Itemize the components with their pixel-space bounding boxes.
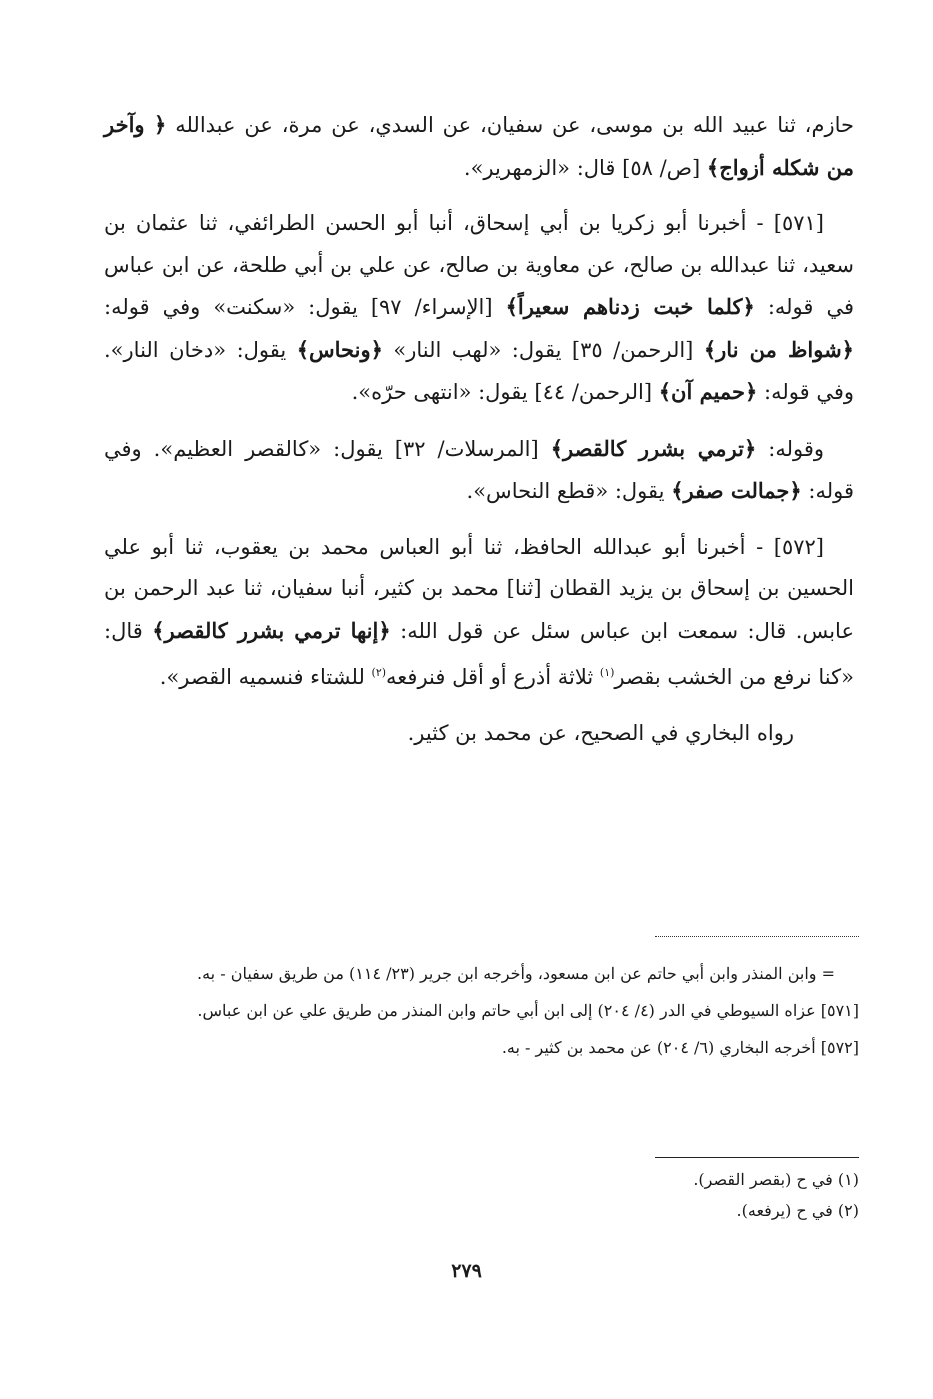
footnote-ref-2: (٢) xyxy=(371,666,387,679)
footnote-2: (٢) في ح (يرفعه). xyxy=(736,1201,859,1220)
bukhari-note: رواه البخاري في الصحيح، عن محمد بن كثير. xyxy=(407,720,794,745)
text-run: [٥٧٢] - أخبرنا أبو عبدالله الحافظ، ثنا أبو العباس محمد بن يعقوب، ثنا أبو علي الحسين بن إسحاق بن يزيد القطان [ثنا] محمد بن كثير، أنبا سفيان، ثنا عبد الرحمن بن عابس. قال: سمعت ابن عباس سئل عن قول الله: xyxy=(104,534,854,643)
text-run: [الإسراء/ ٩٧] يقول: «سكنت» وفي قوله: xyxy=(104,295,506,319)
page-number: ٢٧٩ xyxy=(451,1260,482,1282)
text-run: يقول: «قطع النحاس». xyxy=(466,479,672,503)
text-run: يقول: «دخان النار». وفي قوله: xyxy=(104,337,854,404)
hadith-571 xyxy=(104,203,854,414)
quran-verse: ﴿جمالت صفر﴾ xyxy=(671,478,802,503)
quran-verse: ﴿كلما خبت زدناهم سعيراً﴾ xyxy=(505,294,755,319)
text-run: [المرسلات/ ٣٢] يقول: «كالقصر العظيم». وفي قوله: xyxy=(104,436,854,503)
text-run: ثلاثة أذرع أو أقل فنرفعه xyxy=(386,665,600,689)
footnote-rule xyxy=(655,1157,859,1158)
text-run: قال: «كنا نرفع من الخشب بقصر xyxy=(104,618,854,689)
footnotes xyxy=(104,1164,859,1226)
quran-verse: ﴿ترمي بشرر كالقصر﴾ xyxy=(550,435,757,461)
text-run: [ص/ ٥٨] قال: «الزمهرير». xyxy=(463,155,707,180)
notes-separator xyxy=(655,936,859,937)
quran-verse: ﴿حميم آن﴾ xyxy=(658,379,758,404)
note-571: [٥٧١] عزاه السيوطي في الدر (٤/ ٢٠٤) إلى ابن أبي حاتم وابن المنذر من طريق علي عن ابن عباس. xyxy=(197,1001,859,1020)
footnote-ref-1: (١) xyxy=(599,666,615,679)
takhrij-notes xyxy=(104,958,859,1069)
paragraph-1 xyxy=(104,104,854,189)
quran-verse: ﴿ونحاس﴾ xyxy=(296,336,383,362)
text-run: [٥٧١] - أخبرنا أبو زكريا بن أبي إسحاق، أنبا أبو الحسن الطرائفي، ثنا عثمان بن سعيد، ثنا عبدالله بن صالح، عن معاوية بن صالح، عن علي بن أبي طلحة، عن ابن عباس في قوله: xyxy=(104,211,854,319)
hadith-572 xyxy=(104,527,854,699)
quran-verse: ﴿شواظ من نار﴾ xyxy=(703,336,854,362)
paragraph-3 xyxy=(104,428,854,513)
text-run: [الرحمن/ ٣٥] يقول: «لهب النار» xyxy=(382,337,704,362)
quran-verse: ﴿إنها ترمي بشرر كالقصر﴾ xyxy=(152,617,391,643)
main-text xyxy=(104,104,854,754)
text-run: [الرحمن/ ٤٤] يقول: «انتهى حرّه». xyxy=(351,380,659,404)
note-572: [٥٧٢] أخرجه البخاري (٦/ ٢٠٤) عن محمد بن كثير - به. xyxy=(501,1038,859,1057)
quran-verse: ﴿ وآخر من شكله أزواج﴾ xyxy=(104,112,854,180)
text-run: وقوله: xyxy=(756,436,825,461)
note-continued: = وابن المنذر وابن أبي حاتم عن ابن مسعود، وأخرجه ابن جرير (٢٣/ ١١٤) من طريق سفيان - به. xyxy=(197,964,835,983)
text-run: للشتاء فنسميه القصر». xyxy=(159,665,372,689)
text-run: حازم، ثنا عبيد الله بن موسى، عن سفيان، عن السدي، عن مرة، عن عبدالله xyxy=(175,113,854,137)
footnote-1: (١) في ح (بقصر القصر). xyxy=(693,1170,859,1189)
